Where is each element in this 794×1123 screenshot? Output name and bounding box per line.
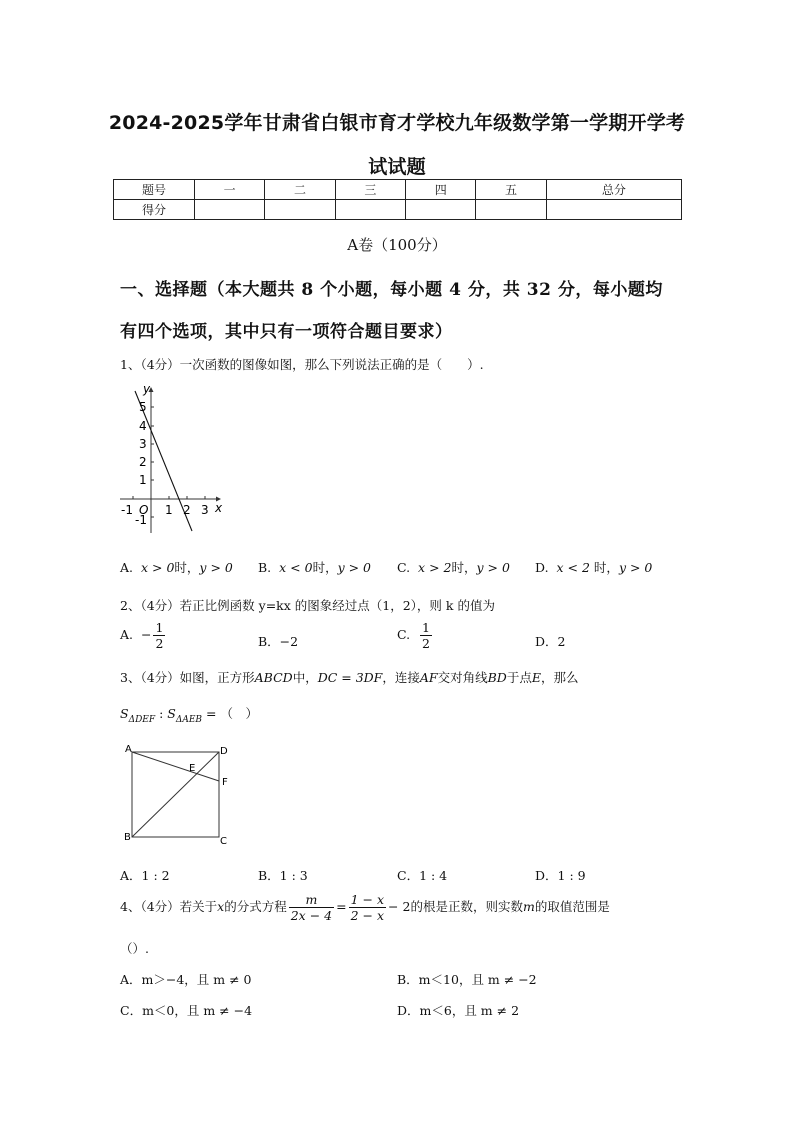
- q1-option-d[interactable]: D. x < 2 时，y > 0: [535, 560, 653, 575]
- x-tick-label: 2: [183, 503, 191, 517]
- q1-graph: [115, 378, 235, 538]
- question-2-stem: 2、（4分）若正比例函数 y=kx 的图象经过点（1，2），则 k 的值为: [120, 598, 495, 613]
- y-tick-label: 3: [139, 437, 147, 451]
- score-cell: 三: [335, 180, 405, 200]
- q2-option-a[interactable]: A. − $\frac{1}{2}$: [120, 620, 164, 651]
- score-cell: 四: [406, 180, 476, 200]
- y-axis-label: y: [143, 382, 151, 396]
- origin-label: O: [139, 503, 149, 517]
- page-title-line2: 试试题: [368, 156, 426, 178]
- score-table-score-row: [114, 200, 682, 220]
- question-3-stem: 3、（4分）如图，正方形ABCD中，DC = 3DF，连接AF交对角线BD于点E，那么: [120, 670, 579, 685]
- q3-option-c[interactable]: C．1 : 4: [397, 868, 448, 883]
- score-cell: 题号: [114, 180, 195, 200]
- q4-option-b[interactable]: B．m＜10，且 m ≠ −2: [397, 972, 537, 987]
- q1-option-b[interactable]: B. x < 0时，y > 0: [258, 560, 372, 575]
- score-cell: 一: [195, 180, 265, 200]
- q3-option-b[interactable]: B．1 : 3: [258, 868, 308, 883]
- q3-option-d[interactable]: D．1 : 9: [535, 868, 586, 883]
- question-3-ratio: $S_{\Delta DEF}$ : $S_{\Delta AEB}$ = （ ）: [120, 706, 258, 725]
- score-cell: 得分: [114, 200, 195, 220]
- score-blank[interactable]: [335, 200, 405, 220]
- point-label-a: A: [125, 744, 132, 755]
- x-tick-label: 3: [201, 503, 209, 517]
- x-tick-label: -1: [121, 503, 133, 517]
- page-title: 2024-2025学年甘肃省白银市育才学校九年级数学第一学期开学考: [108, 112, 686, 134]
- score-table: [113, 179, 682, 220]
- point-label-f: F: [222, 777, 228, 788]
- q3-square-figure: [118, 740, 240, 848]
- y-tick-label: -1: [135, 513, 147, 527]
- question-1-stem: 1、（4分）一次函数的图像如图，那么下列说法正确的是（ ）.: [120, 357, 484, 372]
- y-tick-label: 5: [139, 400, 147, 414]
- q2-option-c[interactable]: C. $\frac{1}{2}$: [397, 620, 430, 651]
- volume-heading: A卷（100分）: [347, 236, 447, 254]
- score-blank[interactable]: [546, 200, 681, 220]
- q4-option-a[interactable]: A．m＞−4，且 m ≠ 0: [120, 972, 252, 987]
- point-label-d: D: [220, 746, 228, 757]
- q1-option-c[interactable]: C. x > 2时，y > 0: [397, 560, 510, 575]
- point-label-b: B: [124, 832, 131, 843]
- score-table-header-row: [114, 180, 682, 200]
- question-4-stem: 4、（4分）若关于x的分式方程 $\frac{m}{2x - 4}$ = $\frac{1 - x}{2 - x}$ − 2的根是正数，则实数m的取值范围是: [120, 892, 610, 923]
- x-axis-label: x: [215, 501, 223, 515]
- question-4-stem-line2: （）.: [120, 941, 149, 956]
- score-blank[interactable]: [406, 200, 476, 220]
- y-tick-label: 4: [139, 419, 147, 433]
- section-heading: 一、选择题（本大题共 8 个小题，每小题 4 分，共 32 分，每小题均: [120, 280, 663, 300]
- q4-option-d[interactable]: D．m＜6，且 m ≠ 2: [397, 1003, 520, 1018]
- y-tick-label: 1: [139, 473, 147, 487]
- q3-option-a[interactable]: A．1 : 2: [120, 868, 170, 883]
- q4-option-c[interactable]: C．m＜0，且 m ≠ −4: [120, 1003, 253, 1018]
- x-tick-label: 1: [165, 503, 173, 517]
- y-tick-label: 2: [139, 455, 147, 469]
- q1-option-a[interactable]: A. x > 0时，y > 0: [120, 560, 233, 575]
- score-blank[interactable]: [265, 200, 335, 220]
- q2-option-d[interactable]: D．2: [535, 634, 566, 649]
- diagonal-bd: [132, 752, 219, 837]
- score-cell: 二: [265, 180, 335, 200]
- point-label-e: E: [189, 763, 196, 774]
- score-cell: 总分: [546, 180, 681, 200]
- point-label-c: C: [220, 836, 227, 847]
- q2-option-b[interactable]: B．−2: [258, 634, 299, 649]
- segment-af: [132, 752, 219, 781]
- score-blank[interactable]: [476, 200, 546, 220]
- score-cell: 五: [476, 180, 546, 200]
- section-heading-line2: 有四个选项，其中只有一项符合题目要求）: [120, 322, 453, 342]
- score-blank[interactable]: [195, 200, 265, 220]
